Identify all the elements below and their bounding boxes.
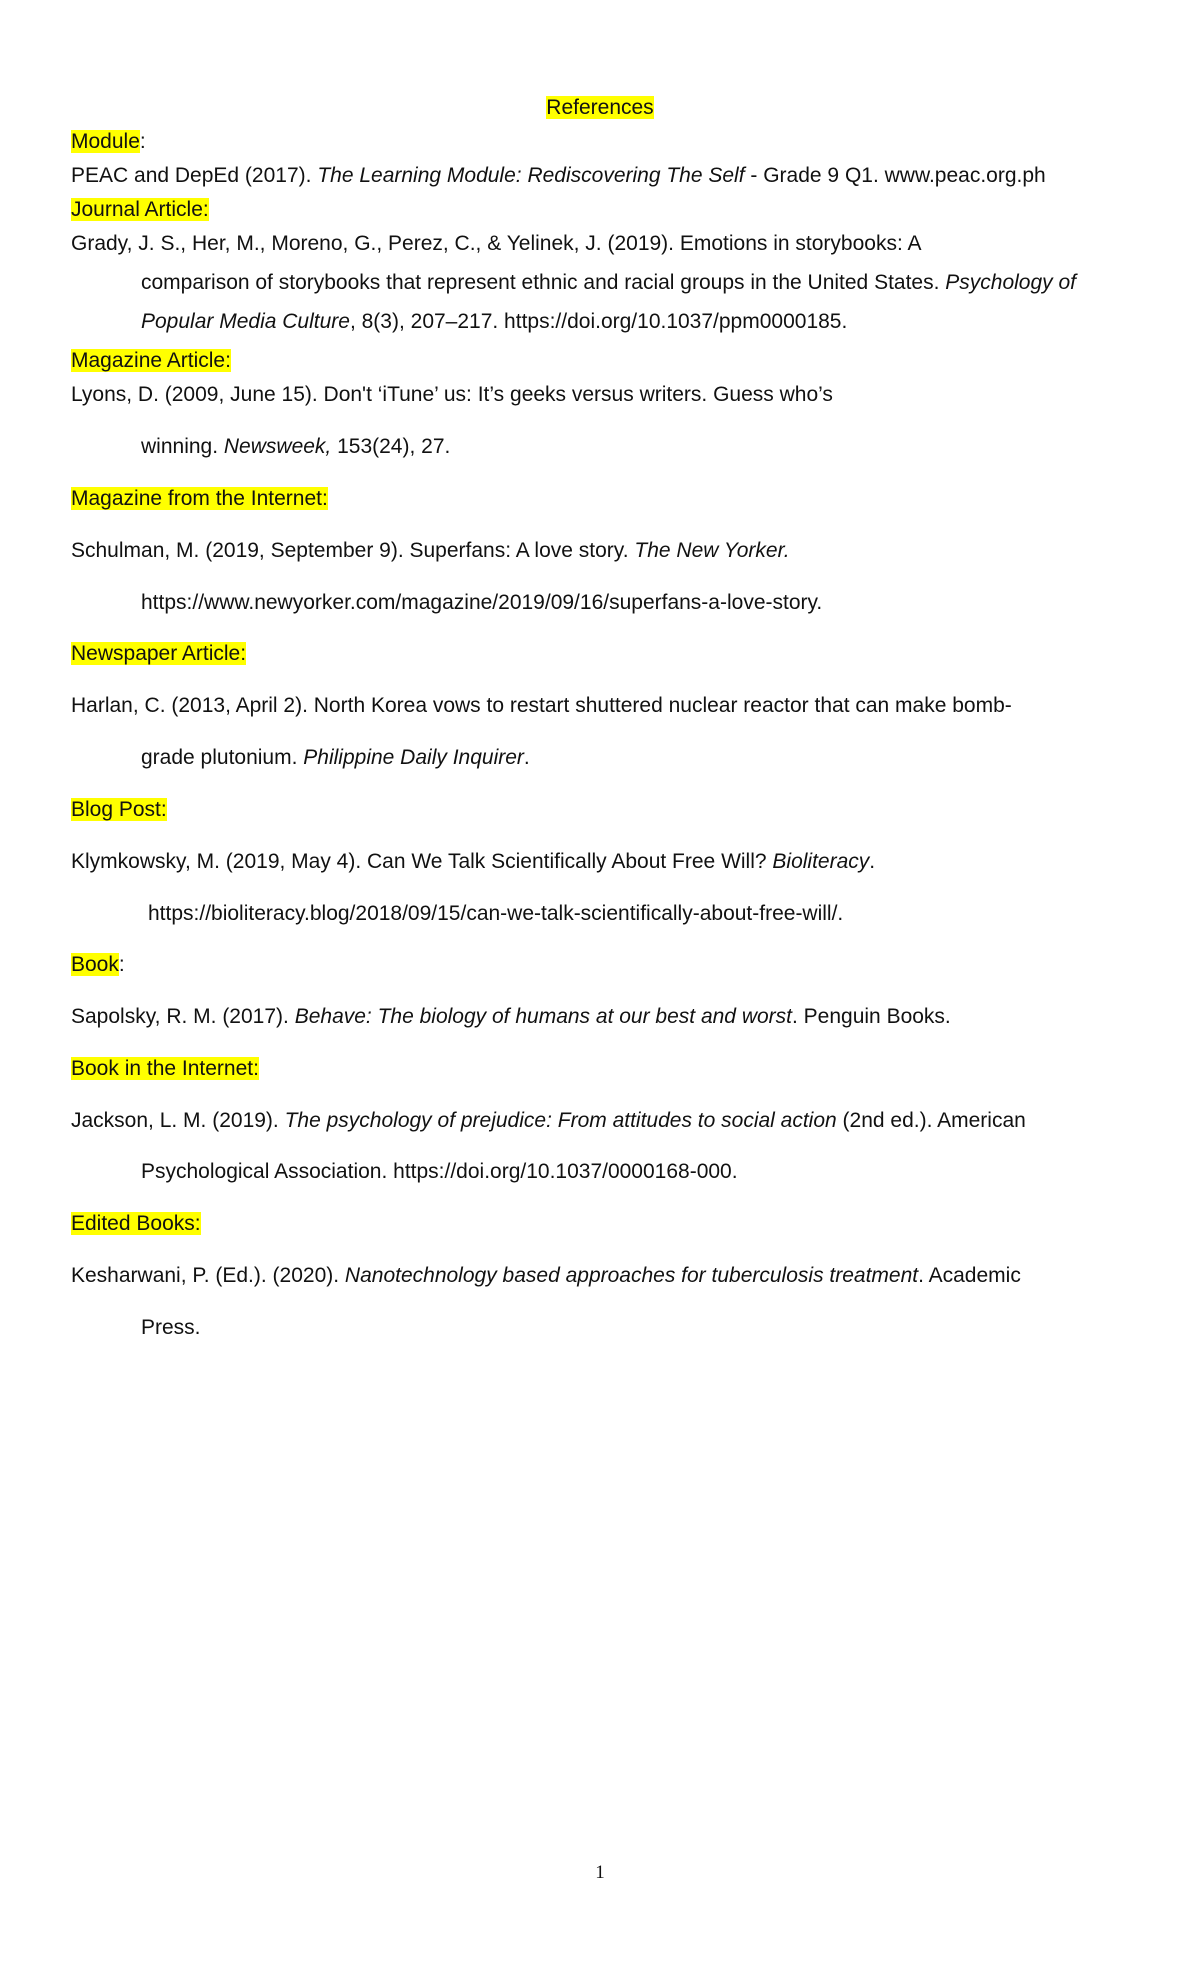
book-internet-heading: Book in the Internet: bbox=[71, 1057, 259, 1080]
book-internet-entry-line-1: Jackson, L. M. (2019). The psychology of prejudice: From attitudes to social action (2nd ed.). American bbox=[71, 1109, 1026, 1132]
magazine-internet-entry-line-1: Schulman, M. (2019, September 9). Superfans: A love story. The New Yorker. bbox=[71, 539, 790, 562]
book-entry: Sapolsky, R. M. (2017). Behave: The biology of humans at our best and worst. Penguin Books. bbox=[71, 1005, 951, 1028]
blog-entry-line-1: Klymkowsky, M. (2019, May 4). Can We Talk Scientifically About Free Will? Bioliteracy. bbox=[71, 850, 876, 873]
page-number: 1 bbox=[595, 1862, 605, 1883]
magazine-heading: Magazine Article: bbox=[71, 349, 231, 372]
book-heading: Book: bbox=[71, 953, 125, 976]
journal-entry-line-3: Popular Media Culture, 8(3), 207–217. https://doi.org/10.1037/ppm0000185. bbox=[141, 310, 848, 333]
blog-heading: Blog Post: bbox=[71, 798, 167, 821]
page-title: References bbox=[546, 96, 654, 119]
magazine-entry-line-2: winning. Newsweek, 153(24), 27. bbox=[141, 435, 451, 458]
newspaper-entry-line-1: Harlan, C. (2013, April 2). North Korea vows to restart shuttered nuclear reactor that can make bomb- bbox=[71, 694, 1012, 717]
journal-entry-line-1: Grady, J. S., Her, M., Moreno, G., Perez, C., & Yelinek, J. (2019). Emotions in storybooks: A bbox=[71, 232, 922, 255]
newspaper-heading: Newspaper Article: bbox=[71, 642, 247, 665]
edited-books-entry-line-2: Press. bbox=[141, 1316, 201, 1339]
newspaper-entry-line-2: grade plutonium. Philippine Daily Inquirer. bbox=[141, 746, 530, 769]
module-entry: PEAC and DepEd (2017). The Learning Module: Rediscovering The Self - Grade 9 Q1. www.peac.org.ph bbox=[71, 164, 1046, 187]
edited-books-entry-line-1: Kesharwani, P. (Ed.). (2020). Nanotechnology based approaches for tuberculosis treatment. Academic bbox=[71, 1264, 1021, 1287]
journal-heading: Journal Article: bbox=[71, 198, 209, 221]
module-heading: Module: bbox=[71, 130, 146, 153]
magazine-entry-line-1: Lyons, D. (2009, June 15). Don't ‘iTune’ us: It’s geeks versus writers. Guess who’s bbox=[71, 383, 833, 406]
edited-books-heading: Edited Books: bbox=[71, 1212, 201, 1235]
journal-entry-line-2: comparison of storybooks that represent ethnic and racial groups in the United States. Psychology of bbox=[141, 271, 1077, 294]
blog-entry-line-2: https://bioliteracy.blog/2018/09/15/can-we-talk-scientifically-about-free-will/. bbox=[148, 902, 844, 925]
magazine-internet-entry-line-2: https://www.newyorker.com/magazine/2019/09/16/superfans-a-love-story. bbox=[141, 591, 823, 614]
book-internet-entry-line-2: Psychological Association. https://doi.org/10.1037/0000168-000. bbox=[141, 1160, 738, 1183]
magazine-internet-heading: Magazine from the Internet: bbox=[71, 487, 328, 510]
